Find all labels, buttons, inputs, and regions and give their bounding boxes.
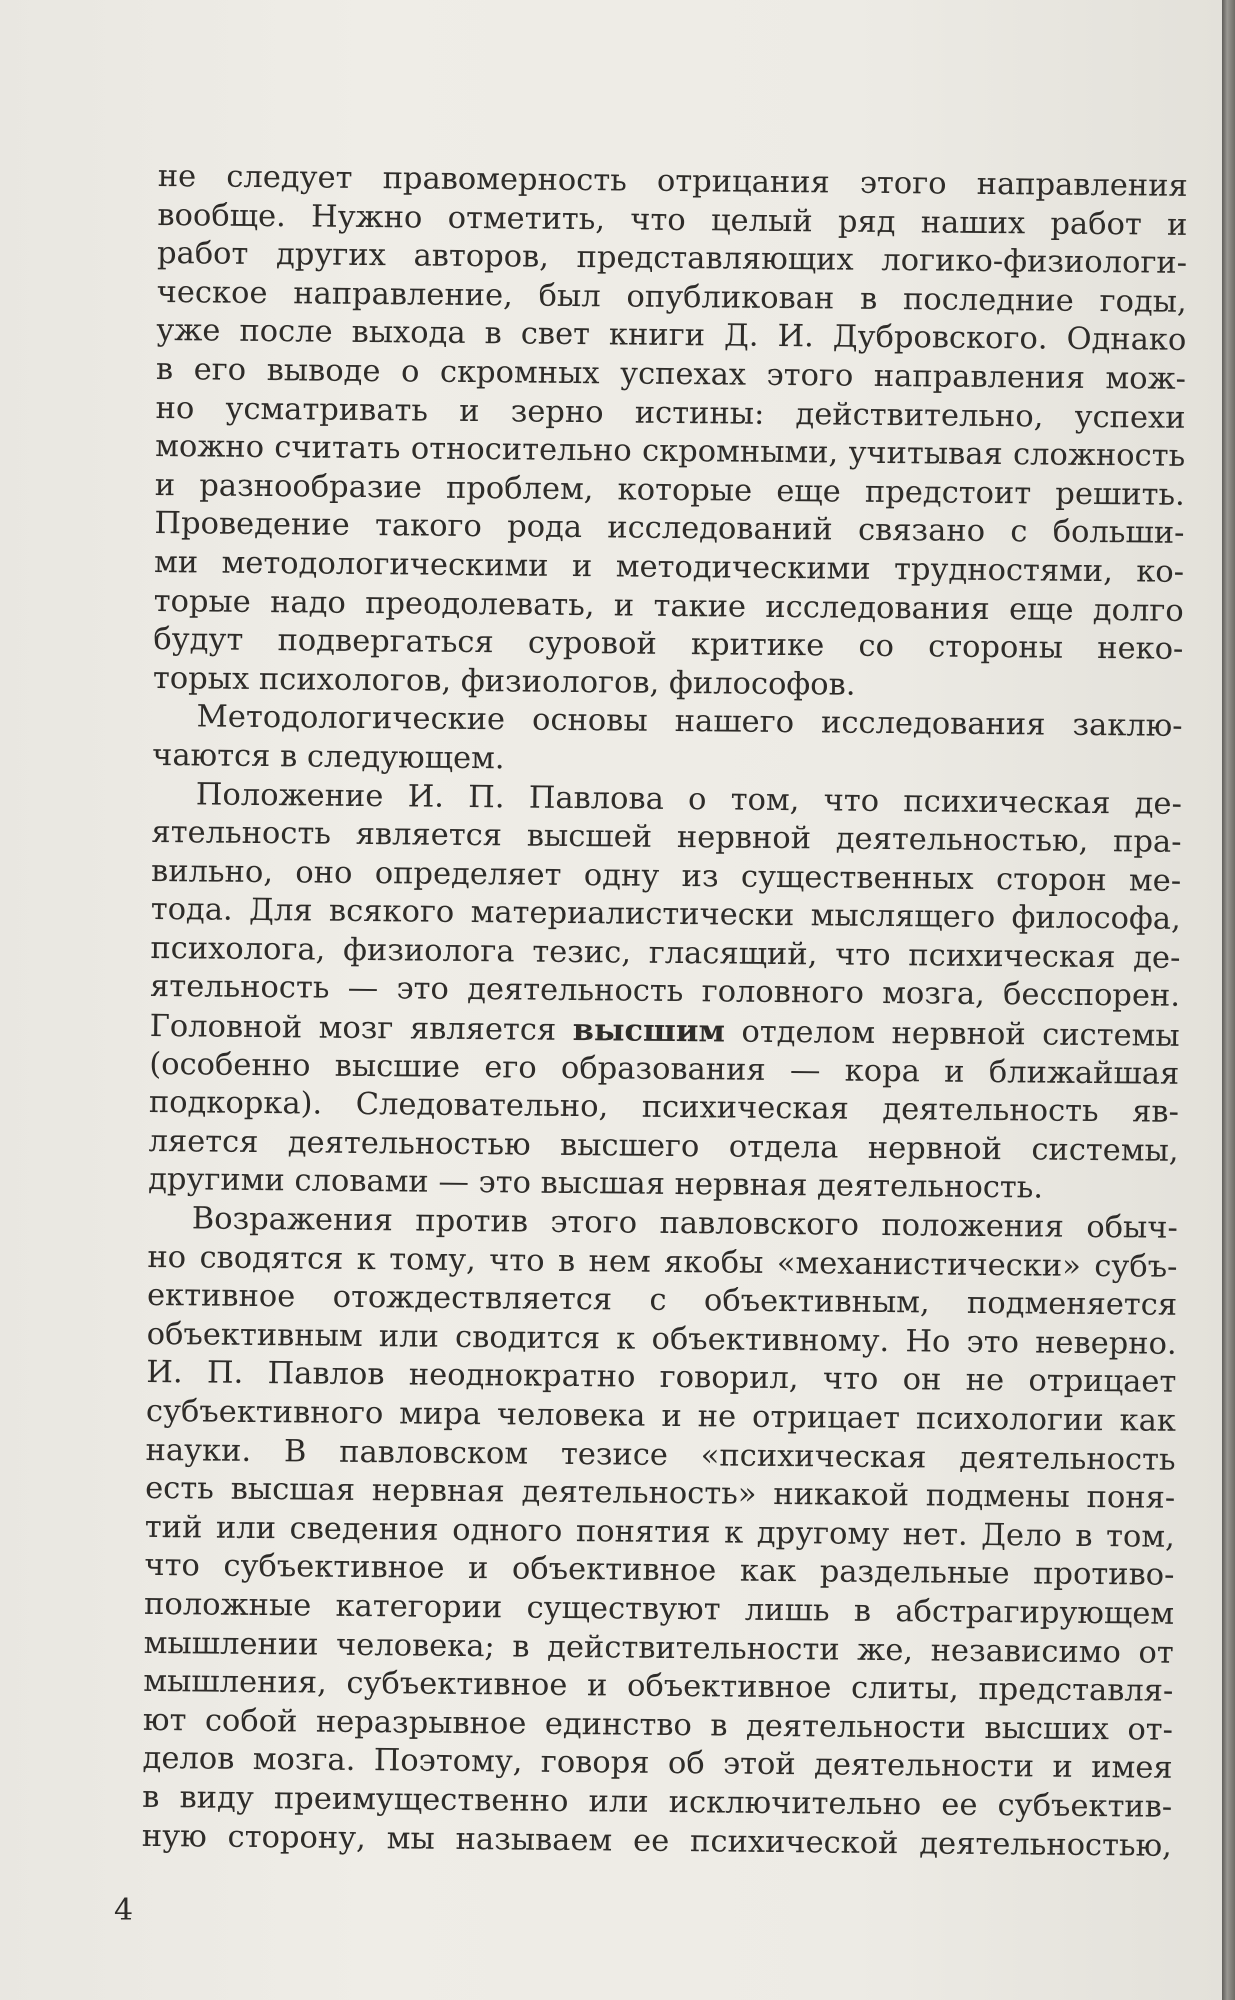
text-line: будут подвергаться суровой критике со стороны неко- — [153, 622, 1184, 667]
text-line: ми методологическими и методическими трудностями, ко- — [153, 544, 1185, 590]
text-line: подкорка). Следовательно, психическая деятельность яв- — [148, 1085, 1180, 1131]
text-line: другими словами — это высшая нервная деятельность. — [148, 1162, 1044, 1206]
text-line: Положение И. П. Павлова о том, что психическая де- — [195, 776, 1183, 822]
text-line: что субъективное и объективное как раздельные противо- — [144, 1548, 1175, 1594]
text-line: делов мозга. Поэтому, говоря об этой деятельности и имея — [142, 1741, 1173, 1787]
text-line: ную сторону, мы называем ее психической деятельностью, — [141, 1818, 1173, 1864]
text-line: науки. В павловском тезисе «психическая деятельность — [145, 1432, 1176, 1478]
emphasized-word: высшим — [572, 1012, 726, 1050]
text-line: ческое направление, был опубликован в последние годы, — [156, 274, 1187, 320]
text-line: вильно, оно определяет одну из существенных сторон ме- — [150, 853, 1182, 899]
text-line: есть высшая нервная деятельность» никакой подмены поня- — [145, 1471, 1176, 1517]
text-segment: Головной мозг является — [149, 1009, 573, 1049]
text-line: но усматривать и зерно истины: действительно, успехи — [155, 390, 1186, 436]
text-line: торые надо преодолевать, и такие исследования еще долго — [153, 583, 1184, 629]
text-line: ляется деятельностью высшего отдела нервной системы, — [148, 1123, 1179, 1169]
text-line: психолога, физиолога тезис, гласящий, что психическая де- — [150, 930, 1181, 976]
text-line: и разнообразие проблем, которые еще предстоит решить. — [154, 467, 1185, 513]
page-number: 4 — [114, 1893, 134, 1928]
text-line: ективное отождествляется с объективным, подменяется — [146, 1278, 1178, 1324]
text-line: чаются в следующем. — [152, 737, 505, 777]
text-line: Проведение такого рода исследований связано с больши- — [154, 506, 1185, 552]
text-line: не следует правомерность отрицания этого направления — [157, 158, 1188, 204]
text-line: тода. Для всякого материалистически мыслящего философа, — [150, 892, 1181, 938]
text-line: уже после выхода в свет книги Д. И. Дубровского. Однако — [156, 313, 1187, 359]
text-line: ятельность является высшей нервной деятельностью, пра- — [151, 815, 1182, 860]
text-line: Возражения против этого павловского положения обыч- — [191, 1201, 1178, 1246]
text-line: ют собой неразрывное единство в деятельности высших от- — [142, 1702, 1174, 1748]
text-line: объективным или сводится к объективному. Но это неверно. — [146, 1316, 1177, 1362]
text-line: мышления, субъективное и объективное слиты, представля- — [143, 1664, 1174, 1709]
text-line: тий или сведения одного понятия к другому нет. Дело в том, — [144, 1509, 1175, 1555]
text-line: субъективного мира человека и не отрицает психологии как — [145, 1393, 1177, 1439]
text-line: мышлении человека; в действительности же, независимо от — [143, 1625, 1174, 1671]
text-line: И. П. Павлов неоднократно говорил, что он не отрицает — [146, 1355, 1177, 1401]
text-segment: отделом нервной системы — [724, 1014, 1180, 1054]
text-line: в виду преимущественно или исключительно ее субъектив- — [142, 1779, 1173, 1825]
text-line: в его выводе о скромных успехах этого направления мож- — [155, 351, 1187, 397]
text-line: положные категории существуют лишь в абстрагирующем — [143, 1586, 1175, 1632]
page-edge — [1222, 0, 1235, 2000]
body-text — [142, 158, 1188, 1866]
text-line: ятельность — это деятельность головного мозга, бесспорен. — [149, 969, 1181, 1015]
text-line: Методологические основы нашего исследования заклю- — [196, 699, 1183, 745]
text-line: работ других авторов, представляющих логико-физиологи- — [156, 236, 1188, 282]
text-line: можно считать относительно скромными, учитывая сложность — [155, 429, 1186, 475]
text-line: вообще. Нужно отметить, что целый ряд наших работ и — [157, 197, 1188, 243]
text-line: (особенно высшие его образования — кора и ближайшая — [149, 1046, 1180, 1092]
text-line: но сводятся к тому, что в нем якобы «механистически» субъ- — [147, 1239, 1178, 1285]
text-line: торых психологов, физиологов, философов. — [152, 660, 856, 703]
